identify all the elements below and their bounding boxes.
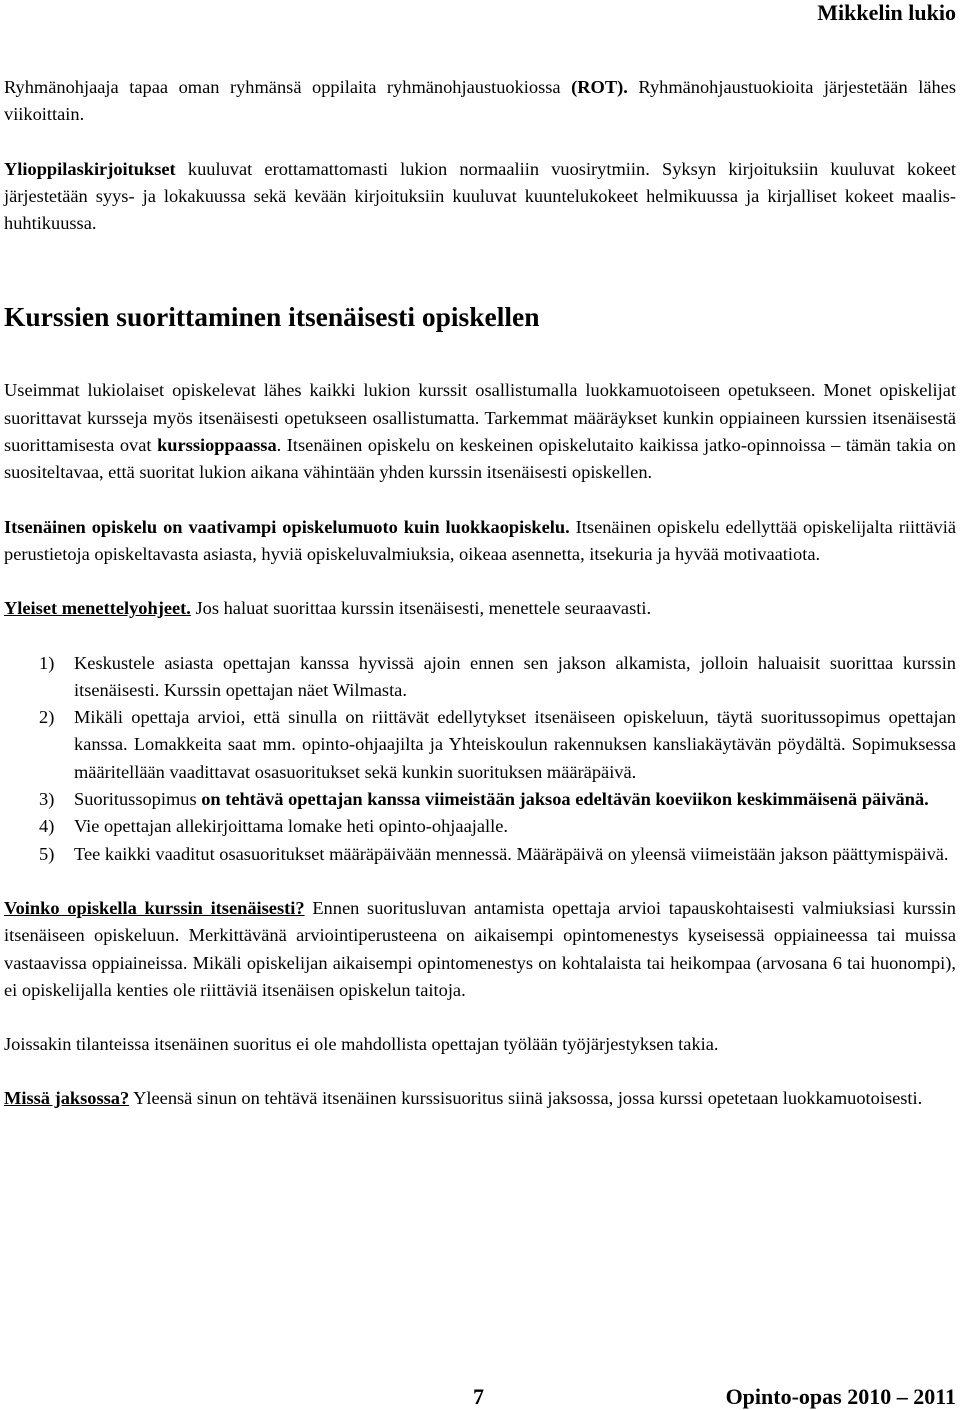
list-item <box>39 813 956 840</box>
text: Keskustele asiasta opettajan kanssa hyvissä ajoin ennen sen jakson alkamista, jolloin haluaisit suorittaa kurssin itsenäisesti. Kurssin opettajan näet Wilmasta. <box>74 652 956 700</box>
list-number: 5) <box>39 843 55 864</box>
text: Mikäli opettaja arvioi, että sinulla on riittävät edellytykset itsenäiseen opiskeluun, täytä suoritussopimus opettajan kanssa. Lomakkeita saat mm. opinto-ohjaajilta ja Yhteiskoulun rakennuksen kansliakäytävän pöydältä. Sopimuksessa määritellään vaadittavat osasuoritukset sekä kunkin suorituksen määräpäivä. <box>74 707 956 782</box>
subheading-can-i-study: Voinko opiskella kurssin itsenäisesti? <box>4 897 305 918</box>
paragraph-matriculation <box>4 156 956 238</box>
text: kuuluvat erottamattomasti lukion normaaliin vuosirytmiin. Syksyn kirjoituksiin kuuluvat kokeet järjestetään syys- ja lokakuussa sekä kevään kirjoituksiin kuuluvat kuuntelukokeet helmikuussa ja kirjalliset kokeet maalis-huhtikuussa. <box>4 158 956 234</box>
list-number: 3) <box>39 789 55 810</box>
list-item <box>39 786 956 813</box>
text: Jos haluat suorittaa kurssin itsenäisesti, menettele seuraavasti. <box>190 598 652 619</box>
paragraph-which-period <box>4 1085 956 1112</box>
section-title: Kurssien suorittaminen itsenäisesti opiskellen <box>4 301 540 333</box>
list-number: 2) <box>39 707 55 728</box>
text: Suoritussopimus <box>74 789 202 810</box>
list-item <box>39 841 956 868</box>
header-school-name: Mikkelin lukio <box>817 0 956 25</box>
bold-text: Ylioppilaskirjoitukset <box>4 158 176 179</box>
bold-text: kurssioppaassa <box>157 435 277 456</box>
page-number: 7 <box>473 1384 484 1409</box>
bold-text: Itsenäinen opiskelu on vaativampi opiskelumuoto kuin luokkaopiskelu. <box>4 516 570 537</box>
list-number: 1) <box>39 652 55 673</box>
paragraph-can-i-study <box>4 895 956 1004</box>
steps-list <box>4 650 956 868</box>
text: Ryhmänohjaaja tapaa oman ryhmänsä oppilaita ryhmänohjaustuokiossa <box>4 77 572 97</box>
paragraph-rot <box>4 74 956 129</box>
text: Ryhmänohjaustuokioita järjestetään lähes viikoittain. <box>4 77 957 125</box>
paragraph-timetable: Joissakin tilanteissa itsenäinen suoritus ei ole mahdollista opettajan työlään työjärjestyksen takia. <box>4 1034 719 1055</box>
list-item <box>39 650 956 705</box>
text: Ennen suoritusluvan antamista opettaja arvioi tapauskohtaisesti valmiuksiasi kurssin itsenäiseen opiskeluun. Merkittävänä arviointiperusteena on aikaisempi opintomenestys kyseisessä oppiaineessa tai muissa vastaavissa oppiaineissa. Mikäli opiskelijan aikaisempi opintomenestys on kohtalaista tai heikompaa (arvosana 6 tai huonompi), ei opiskelijalla kenties ole riittäviä itsenäisen opiskelun taitoja. <box>4 897 956 1000</box>
paragraph-demanding <box>4 514 956 569</box>
bold-text: on tehtävä opettajan kanssa viimeistään jaksoa edeltävän koeviikon keskimmäisenä päivänä. <box>201 789 929 810</box>
paragraph-general-instructions <box>4 595 956 622</box>
subheading-general-instructions: Yleiset menettelyohjeet. <box>4 598 191 619</box>
subheading-which-period: Missä jaksossa? <box>4 1088 130 1109</box>
paragraph-intro <box>4 377 956 486</box>
text: . Itsenäinen opiskelu on keskeinen opiskelutaito kaikissa jatko-opinnoissa – tämän takia on suositeltavaa, että suoritat lukion aikana vähintään yhden kurssin itsenäisesti opiskellen. <box>4 435 957 483</box>
text: Yleensä sinun on tehtävä itsenäinen kurssisuoritus siinä jaksossa, jossa kurssi opetetaan luokkamuotoisesti. <box>129 1088 923 1109</box>
list-number: 4) <box>39 816 55 837</box>
footer-title: Opinto-opas 2010 – 2011 <box>725 1384 956 1409</box>
text: Vie opettajan allekirjoittama lomake heti opinto-ohjaajalle. <box>74 816 508 837</box>
document-body <box>4 74 956 1113</box>
bold-text: (ROT). <box>571 77 628 97</box>
text: Tee kaikki vaaditut osasuoritukset määräpäivään mennessä. Määräpäivä on yleensä viimeistään jakson päättymispäivä. <box>74 843 949 864</box>
text: Useimmat lukiolaiset opiskelevat lähes kaikki lukion kurssit osallistumalla luokkamuotoiseen opetukseen. Monet opiskelijat suorittavat kursseja myös itsenäisesti opetukseen osallistumatta. Tarkemmat määräykset kunkin oppiaineen kurssien itsenäisestä suorittamisesta ovat <box>4 380 956 456</box>
text: Itsenäinen opiskelu edellyttää opiskelijalta riittäviä perustietoja opiskeltavasta asiasta, hyviä opiskeluvalmiuksia, oikeaa asennetta, itsekuria ja hyvää motivaatiota. <box>4 516 956 564</box>
list-item <box>39 704 956 786</box>
